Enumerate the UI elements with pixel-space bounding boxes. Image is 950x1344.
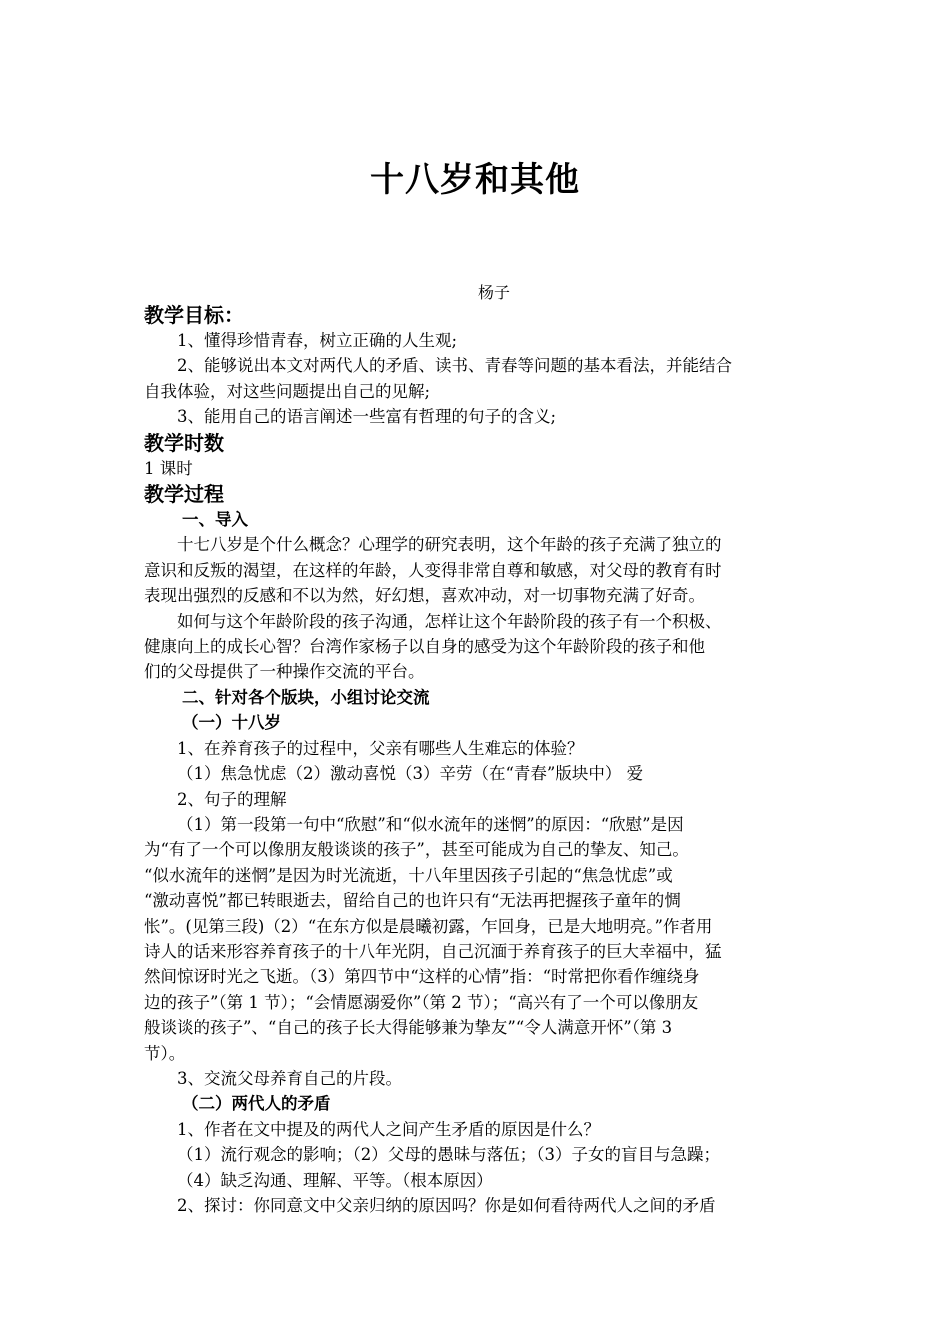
sub2-line: （4）缺乏沟通、理解、平等。（根本原因） <box>177 1170 493 1190</box>
sub1-line: 节）。 <box>144 1043 186 1063</box>
sub1-line: 3、交流父母养育自己的片段。 <box>177 1068 402 1088</box>
goal-item-continued: 自我体验，对这些问题提出自己的见解; <box>144 381 431 401</box>
intro-line: 如何与这个年龄阶段的孩子沟通，怎样让这个年龄阶段的孩子有一个积极、 <box>177 611 722 631</box>
sub1-line: 为“有了一个可以像朋友般谈谈的孩子”，甚至可能成为自己的挚友、知己。 <box>144 840 689 860</box>
sub1-heading: （一）十八岁 <box>182 713 281 733</box>
intro-line: 意识和反叛的渴望，在这样的年龄，人变得非常自尊和敏感，对父母的教育有时 <box>144 560 722 580</box>
process-heading: 教学过程 <box>144 482 224 507</box>
intro-line: 们的父母提供了一种操作交流的平台。 <box>144 662 425 682</box>
sub1-line: 般谈谈的孩子”、“自己的孩子长大得能够兼为挚友”“令人满意开怀”（第 3 <box>144 1018 673 1038</box>
sub1-line: 诗人的话来形容养育孩子的十八年光阴，自己沉湎于养育孩子的巨大幸福中，猛 <box>144 941 722 961</box>
sub1-line: 怅”。(见第三段)（2）“在东方似是晨曦初露，乍回身，已是大地明亮。”作者用 <box>144 916 713 936</box>
sub1-line: （1）焦急忧虑（2）激动喜悦（3）辛劳（在“青春”版块中） 爱 <box>177 764 644 784</box>
sub1-line: 边的孩子”（第 1 节）；“会情愿溺爱你”（第 2 节）；“高兴有了一个可以像朋友 <box>144 992 699 1012</box>
goal-item: 2、能够说出本文对两代人的矛盾、读书、青春等问题的基本看法，并能结合 <box>177 356 732 376</box>
sub1-line: “激动喜悦”都已转眼逝去，留给自己的也许只有“无法再把握孩子童年的惆 <box>144 891 681 911</box>
sub2-line: 2、探讨：你同意文中父亲归纳的原因吗？你是如何看待两代人之间的矛盾 <box>177 1196 716 1215</box>
intro-line: 表现出强烈的反感和不以为然，好幻想，喜欢冲动，对一切事物充满了好奇。 <box>144 586 705 606</box>
sub1-line: （1）第一段第一句中“欣慰”和“似水流年的迷惘”的原因：“欣慰”是因 <box>177 814 684 834</box>
sub1-line: “似水流年的迷惘”是因为时光流逝，十八年里因孩子引起的“焦急忧虑”或 <box>144 865 673 885</box>
hours-heading: 教学时数 <box>144 430 224 455</box>
document-body <box>144 302 808 1218</box>
author-name: 杨子 <box>477 283 510 302</box>
sub2-line: 1、作者在文中提及的两代人之间产生矛盾的原因是什么？ <box>177 1119 600 1139</box>
goal-item: 3、能用自己的语言阐述一些富有哲理的句子的含义; <box>177 407 557 427</box>
goal-item: 1、懂得珍惜青春，树立正确的人生观; <box>177 331 458 350</box>
section2-heading: 二、针对各个版块，小组讨论交流 <box>182 687 430 707</box>
sub2-line: （1）流行观念的影响；（2）父母的愚昧与落伍；（3）子女的盲目与急躁； <box>177 1145 720 1165</box>
intro-heading: 一、导入 <box>182 510 248 530</box>
intro-line: 健康向上的成长心智？台湾作家杨子以自身的感受为这个年龄阶段的孩子和他 <box>144 637 705 657</box>
sub1-line: 2、句子的理解 <box>177 789 287 809</box>
hours-value: 1 课时 <box>144 458 193 478</box>
goals-heading: 教学目标： <box>144 303 244 327</box>
sub1-line: 然间惊讶时光之飞逝。（3）第四节中“这样的心情”指：“时常把你看作缠绕身 <box>144 967 700 987</box>
document-title: 十八岁和其他 <box>370 160 580 200</box>
intro-line: 十七八岁是个什么概念？心理学的研究表明，这个年龄的孩子充满了独立的 <box>177 535 722 555</box>
sub1-line: 1、在养育孩子的过程中，父亲有哪些人生难忘的体验？ <box>177 738 584 758</box>
sub2-heading: （二）两代人的矛盾 <box>182 1094 331 1114</box>
